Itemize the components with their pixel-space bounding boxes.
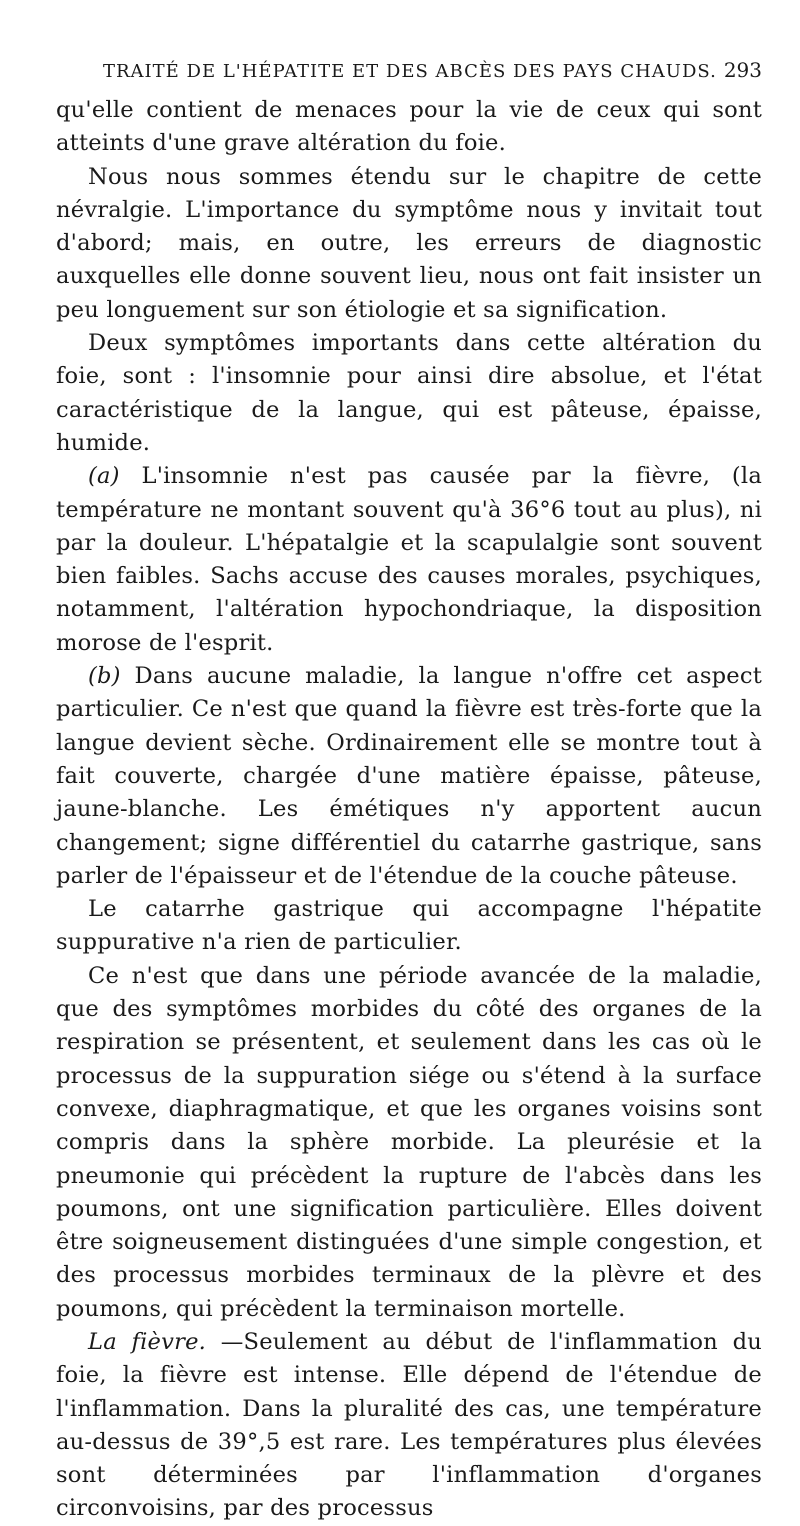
paragraph-a [56, 460, 762, 660]
paragraph [56, 960, 762, 1326]
running-header [56, 58, 762, 94]
paragraph-text: Nous nous sommes étendu sur le chapitre de cette névralgie. L'importance du symptôme nous y invitait tout d'abord; mais, en outre, les erreurs de diagnostic auxquelles elle donne souvent lieu, nous ont fait insister un peu longuement sur son étiologie et sa signification. [56, 163, 762, 323]
paragraph-text: qu'elle contient de menaces pour la vie de ceux qui sont atteints d'une grave altération du foie. [56, 97, 762, 157]
paragraph-text: —Seulement au début de l'inflammation du foie, la fièvre est intense. Elle dépend de l'étendue de l'inflammation. Dans la pluralité des cas, une température au-dessus de 39°,5 est rare. Les températures plus élevées sont déterminées par l'inflammation d'organes circonvoisins, par des processus [56, 1328, 762, 1522]
paragraph [56, 893, 762, 960]
paragraph [56, 161, 762, 327]
paragraph [56, 327, 762, 460]
paragraph-text: Dans aucune maladie, la langue n'offre cet aspect particulier. Ce n'est que quand la fièvre est très-forte que la langue devient sèche. Ordinairement elle se montre tout à fait couverte, chargée d'une matière épaisse, pâteuse, jaune-blanche. Les émétiques n'y apportent aucun changement; signe différentiel du catarrhe gastrique, sans parler de l'épaisseur et de l'étendue de la couche pâteuse. [56, 663, 762, 889]
running-title: TRAITÉ DE L'HÉPATITE ET DES ABCÈS DES PAYS CHAUDS. [103, 61, 717, 82]
section-heading: La fièvre. [88, 1328, 207, 1355]
paragraph-text: Le catarrhe gastrique qui accompagne l'hépatite suppurative n'a rien de particulier. [56, 896, 762, 956]
list-marker: (b) [88, 663, 121, 690]
page-number: 293 [723, 58, 762, 82]
paragraph-text: L'insomnie n'est pas causée par la fièvre, (la température ne montant souvent qu'à 36°6 tout au plus), ni par la douleur. L'hépatalgie et la scapulalgie sont souvent bien faibles. Sachs accuse des causes morales, psychiques, notamment, l'altération hypochondriaque, la disposition morose de l'esprit. [56, 463, 762, 656]
paragraph-text: Deux symptômes importants dans cette altération du foie, sont : l'insomnie pour ainsi dire absolue, et l'état caractéristique de la langue, qui est pâteuse, épaisse, humide. [56, 330, 762, 456]
paragraph-text: Ce n'est que dans une période avancée de la maladie, que des symptômes morbides du côté des organes de la respiration se présentent, et seulement dans les cas où le processus de la suppuration siége ou s'étend à la surface convexe, diaphragmatique, et que les organes voisins sont compris dans la sphère morbide. La pleurésie et la pneumonie qui précèdent la rupture de l'abcès dans les poumons, ont une signification particulière. Elles doivent être soigneusement distinguées d'une simple congestion, et des processus morbides terminaux de la plèvre et des poumons, qui précèdent la terminaison mortelle. [56, 962, 762, 1322]
list-marker: (a) [88, 463, 120, 490]
paragraph [56, 94, 762, 161]
body-text [56, 94, 762, 1526]
paragraph-b [56, 660, 762, 893]
paragraph-fievre [56, 1326, 762, 1526]
